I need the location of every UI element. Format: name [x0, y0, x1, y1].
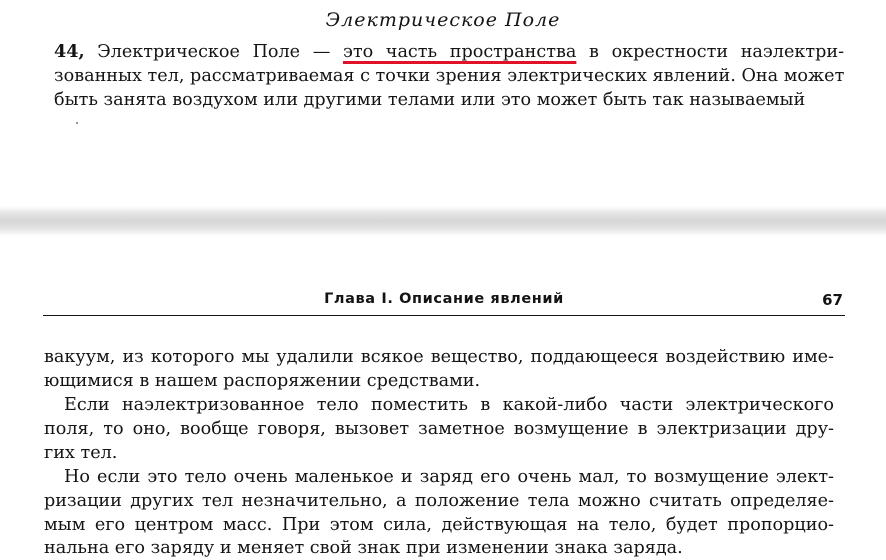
paragraph-line: мым его центром масс. При этом сила, действующая на тело, будет пропорцио- — [44, 515, 834, 535]
paragraph-number: 44, — [54, 41, 85, 62]
paragraph-line: Если наэлектризованное тело поместить в какой-либо части электрического — [64, 395, 834, 415]
highlighted-definition: это часть пространства — [342, 42, 577, 62]
running-head — [43, 291, 845, 316]
top-page — [0, 0, 886, 206]
paragraph-line — [54, 40, 844, 64]
paragraph-line: зованных тел, рассматриваемая с точки зрения электрических явлений. Она может — [54, 66, 845, 86]
speck — [76, 122, 78, 124]
page-number: 67 — [822, 291, 843, 309]
paragraph-line: быть занята воздухом или другими телами или это может быть так называемый — [54, 90, 806, 110]
section-title: Электрическое Поле — [325, 9, 561, 31]
paragraph-line: ризации других тел незначительно, а положение тела можно считать определяе- — [44, 491, 834, 511]
text-run: в окрестности наэлектри- — [576, 42, 845, 62]
paragraph-line: вакуум, из которого мы удалили всякое вещество, поддающееся воздействию име- — [44, 347, 834, 367]
text-run: Электрическое Поле — — [84, 42, 343, 62]
paragraph-line: ющимися в нашем распоряжении средствами. — [44, 371, 481, 391]
paragraph-line: поля, то оно, вообще говоря, вызовет заметное возмущение в электризации дру- — [44, 419, 834, 439]
paragraph-line: гих тел. — [44, 443, 118, 463]
bottom-page — [0, 236, 886, 558]
chapter-title: Глава I. Описание явлений — [324, 291, 564, 307]
paragraph-line: Но если это тело очень маленькое и заряд его очень мал, то возмущение элект- — [64, 467, 834, 487]
page-separator — [0, 206, 886, 236]
paragraph-line: нальна его заряду и меняет свой знак при изменении знака заряда. — [44, 538, 683, 558]
